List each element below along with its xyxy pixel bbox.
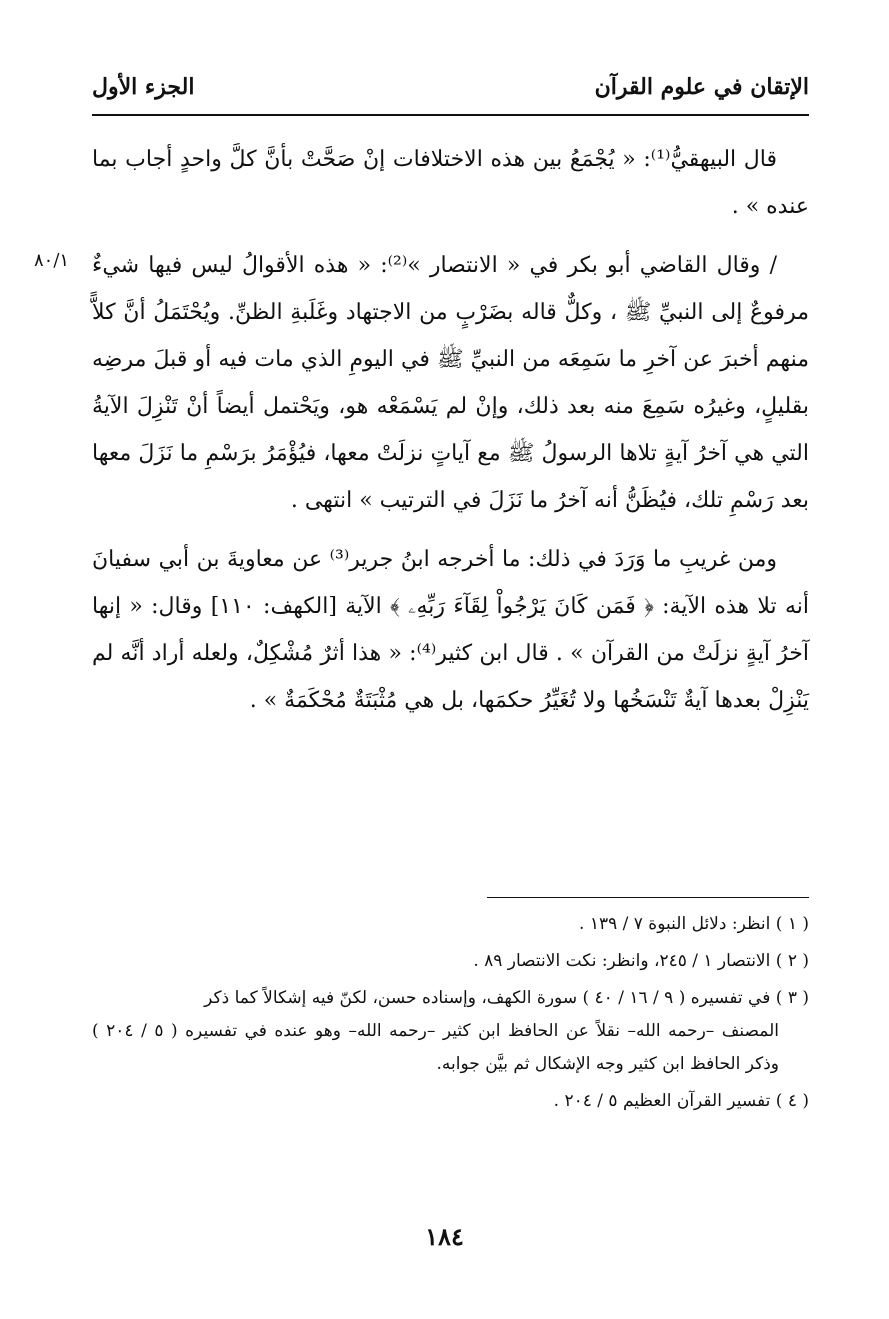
- footnote-text: تفسير القرآن العظيم ٥ / ٢٠٤ .: [553, 1091, 771, 1111]
- footnote-text: انظر: دلائل النبوة ٧ / ١٣٩ .: [579, 914, 771, 934]
- book-title: الإتقان في علوم القرآن: [594, 74, 809, 100]
- footnote-text: في تفسيره ( ٩ / ١٦ / ٤٠ ) سورة الكهف، وإسناده حسن، لكنّ فيه إشكالاً كما ذكر: [204, 988, 771, 1008]
- paragraph: ومن غريبِ ما وَرَدَ في ذلك: ما أخرجه ابنُ جرير⁽³⁾ عن معاويةَ بن أبي سفيانَ أنه تلا هذه الآية: ﴿ فَمَن كَانَ يَرْجُواْ لِقَآءَ رَبِّهِۦ ﴾ الآية [الكهف: ١١٠] وقال: « إنها آخرُ آيةٍ نزلَتْ من القرآن » . قال ابن كثير⁽⁴⁾: « هذا أثرٌ مُشْكِلٌ، ولعله أراد أنَّه لم يَنْزِلْ بعدها آيةٌ تَنْسَخُها ولا تُغَيِّرُ حكمَها، بل هي مُثْبَتَةٌ مُحْكَمَةٌ » .: [92, 547, 809, 713]
- running-header: [92, 66, 809, 116]
- margin-reference: ٨٠/١: [34, 250, 70, 271]
- footnote-divider: [487, 897, 809, 898]
- volume-label: الجزء الأول: [92, 74, 195, 100]
- footnote: [92, 908, 809, 941]
- footnotes: [92, 908, 809, 1122]
- main-text: [92, 136, 809, 724]
- footnote: [92, 945, 809, 978]
- footnote: [92, 1085, 809, 1118]
- footnote-text: الانتصار ١ / ٢٤٥، وانظر: نكت الانتصار ٨٩ .: [473, 951, 771, 971]
- footnote-marker: ( ١ ): [775, 914, 809, 934]
- footnote-marker: ( ٣ ): [775, 988, 809, 1008]
- paragraph: / وقال القاضي أبو بكر في « الانتصار »⁽²⁾: « هذه الأقوالُ ليس فيها شيءٌ مرفوعٌ إلى النبيِّ ﷺ ، وكلٌّ قاله بضَرْبٍ من الاجتهاد وغَلَبةِ الظنِّ. ويُحْتَمَلُ أنَّ كلاًّ منهم أخبرَ عن آخرِ ما سَمِعَه من النبيِّ ﷺ في اليومِ الذي مات فيه أو قبلَ مرضِه بقليلٍ، وغيرُه سَمِعَ منه بعد ذلك، وإنْ لم يَسْمَعْه هو، ويَحْتمل أيضاً أنْ تَنْزِلَ الآيةُ التي هي آخرُ آيةٍ تلاها الرسولُ ﷺ مع آياتٍ نزلَتْ معها، فيُؤْمَرُ برَسْمِ ما نَزَلَ معها بعد رَسْمِ تلك، فيُظَنُّ أنه آخرُ ما نَزَلَ في الترتيب » انتهى .: [92, 253, 809, 513]
- page-number: ١٨٤: [425, 1222, 464, 1251]
- footnote-continuation: المصنف –رحمه الله– نقلاً عن الحافظ ابن كثير –رحمه الله– وهو عنده في تفسيره ( ٥ / ٢٠٤ ) وذكر الحافظ ابن كثير وجه الإشكال ثم بيَّن جوابه.: [92, 1021, 779, 1074]
- footnote: [92, 982, 809, 1081]
- footnote-marker: ( ٢ ): [775, 951, 809, 971]
- paragraph: قال البيهقيُّ⁽¹⁾: « يُجْمَعُ بين هذه الاختلافات إنْ صَحَّتْ بأنَّ كلَّ واحدٍ أجاب بما عنده » .: [92, 147, 809, 219]
- footnote-marker: ( ٤ ): [775, 1091, 809, 1111]
